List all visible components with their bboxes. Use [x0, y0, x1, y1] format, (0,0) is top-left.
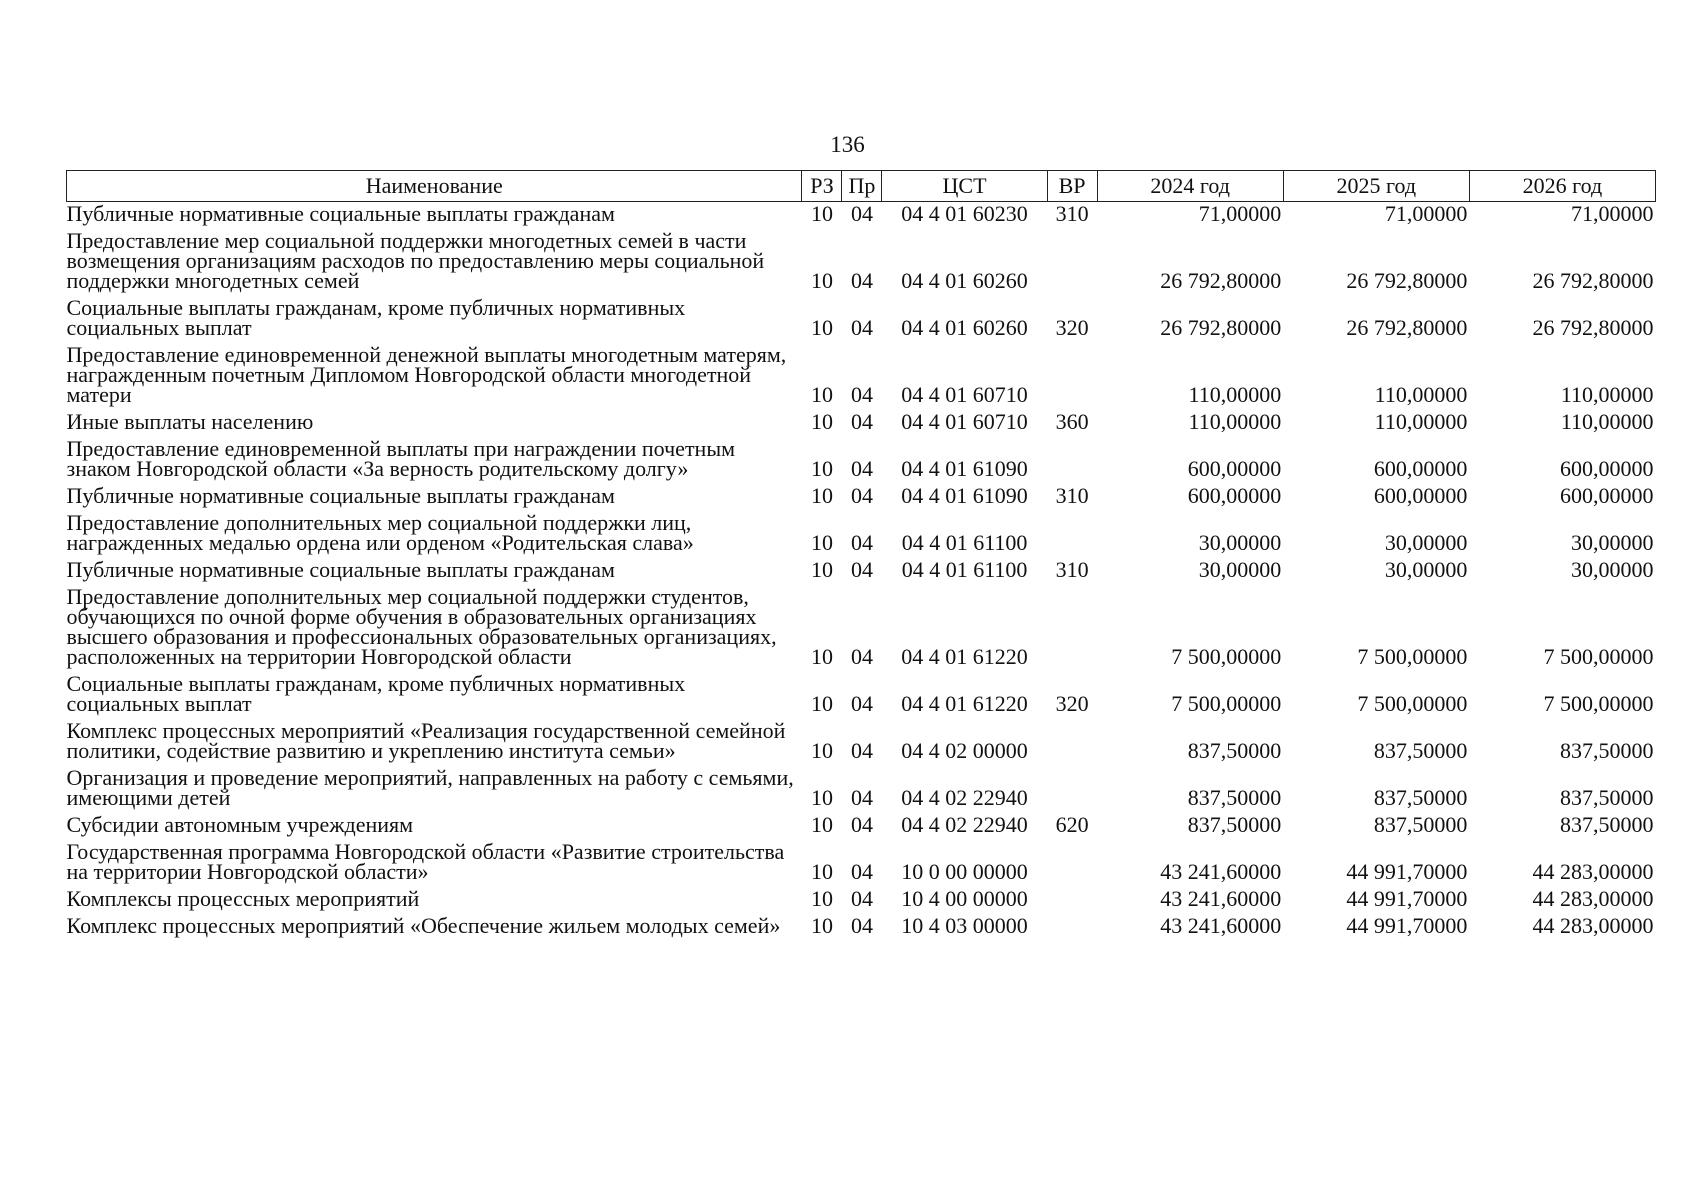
- table-row: [67, 672, 1656, 719]
- row-name: Публичные нормативные социальные выплаты гражданам: [66, 483, 615, 508]
- header-pr: Пр: [842, 171, 882, 202]
- row-value-2024: 837,50000: [1187, 785, 1282, 810]
- row-rz: 10: [810, 785, 833, 810]
- row-value-2024: 7 500,00000: [1171, 691, 1282, 716]
- row-value-2024: 600,00000: [1187, 456, 1282, 481]
- row-value-2024: 43 241,60000: [1160, 913, 1282, 938]
- row-name: Предоставление единовременной денежной выплаты многодетным матерям, награжденным почетным Дипломом Новгородской области многодетной матери: [66, 342, 787, 407]
- row-value-2024: 43 241,60000: [1160, 886, 1282, 911]
- row-cst: 04 4 01 60710: [901, 382, 1028, 407]
- row-rz: 10: [810, 738, 833, 763]
- row-value-2025: 26 792,80000: [1346, 268, 1468, 293]
- row-value-2025: 600,00000: [1373, 483, 1468, 508]
- row-value-2026: 600,00000: [1560, 456, 1654, 481]
- row-rz: 10: [810, 859, 833, 884]
- row-vr: [1047, 437, 1097, 484]
- row-rz: 10: [810, 812, 833, 837]
- row-vr: [1047, 229, 1097, 296]
- row-value-2026: 7 500,00000: [1543, 644, 1654, 669]
- row-cst: 04 4 01 60230: [901, 201, 1028, 226]
- row-value-2025: 837,50000: [1373, 785, 1468, 810]
- row-value-2025: 30,00000: [1384, 530, 1468, 555]
- row-rz: 10: [810, 315, 833, 340]
- row-pr: 04: [850, 409, 873, 434]
- row-rz: 10: [810, 530, 833, 555]
- row-rz: 10: [810, 644, 833, 669]
- row-cst: 04 4 01 61220: [901, 644, 1028, 669]
- row-cst: 04 4 02 22940: [901, 785, 1028, 810]
- row-name: Социальные выплаты гражданам, кроме публичных нормативных социальных выплат: [66, 671, 686, 716]
- table-row: [67, 484, 1656, 511]
- row-value-2024: 110,00000: [1188, 409, 1282, 434]
- table-row: [67, 766, 1656, 813]
- table-row: [67, 410, 1656, 437]
- table-row: [67, 558, 1656, 585]
- row-vr: 310: [1055, 201, 1089, 226]
- row-pr: 04: [850, 644, 873, 669]
- row-cst: 04 4 02 22940: [901, 812, 1028, 837]
- row-name: Субсидии автономным учреждениям: [66, 812, 414, 837]
- row-vr: [1047, 719, 1097, 766]
- row-value-2024: 600,00000: [1187, 483, 1282, 508]
- row-pr: 04: [850, 738, 873, 763]
- row-pr: 04: [850, 268, 873, 293]
- row-pr: 04: [850, 456, 873, 481]
- row-value-2025: 7 500,00000: [1357, 691, 1468, 716]
- row-value-2026: 837,50000: [1560, 812, 1654, 837]
- row-value-2024: 26 792,80000: [1160, 315, 1282, 340]
- row-value-2026: 837,50000: [1560, 785, 1654, 810]
- table-row: [67, 719, 1656, 766]
- row-name: Государственная программа Новгородской области «Развитие строительства на территории Новгородской области»: [66, 839, 785, 884]
- row-cst: 04 4 01 61220: [901, 691, 1028, 716]
- row-value-2025: 110,00000: [1374, 382, 1468, 407]
- row-cst: 04 4 01 60260: [901, 315, 1028, 340]
- row-cst: 04 4 01 60260: [901, 268, 1028, 293]
- row-value-2025: 837,50000: [1373, 738, 1468, 763]
- row-rz: 10: [810, 456, 833, 481]
- row-vr: 320: [1055, 315, 1089, 340]
- row-rz: 10: [810, 691, 833, 716]
- row-vr: 310: [1055, 483, 1089, 508]
- row-value-2024: 26 792,80000: [1160, 268, 1282, 293]
- table-header-row: [67, 171, 1656, 202]
- row-value-2026: 26 792,80000: [1532, 315, 1654, 340]
- row-pr: 04: [850, 315, 873, 340]
- row-vr: 620: [1055, 812, 1089, 837]
- row-cst: 10 0 00 00000: [901, 859, 1028, 884]
- row-value-2026: 30,00000: [1571, 530, 1654, 555]
- row-value-2026: 26 792,80000: [1532, 268, 1654, 293]
- row-name: Предоставление мер социальной поддержки многодетных семей в части возмещения организациям расходов по предоставлению меры социальной поддержки многодетных семей: [66, 228, 765, 293]
- header-rz: РЗ: [802, 171, 842, 202]
- row-value-2025: 44 991,70000: [1346, 859, 1468, 884]
- table-row: [67, 343, 1656, 410]
- table-row: [67, 296, 1656, 343]
- row-value-2024: 71,00000: [1198, 201, 1282, 226]
- header-2025: 2025 год: [1283, 171, 1469, 202]
- row-rz: 10: [810, 409, 833, 434]
- row-vr: [1047, 887, 1097, 914]
- row-pr: 04: [850, 913, 873, 938]
- table-body: [67, 202, 1656, 942]
- row-value-2024: 110,00000: [1188, 382, 1282, 407]
- row-rz: 10: [810, 483, 833, 508]
- row-value-2026: 44 283,00000: [1532, 859, 1654, 884]
- row-value-2024: 30,00000: [1198, 530, 1282, 555]
- row-vr: [1047, 766, 1097, 813]
- row-value-2026: 44 283,00000: [1532, 913, 1654, 938]
- row-rz: 10: [810, 886, 833, 911]
- row-value-2025: 837,50000: [1373, 812, 1468, 837]
- row-vr: [1047, 585, 1097, 672]
- header-2026: 2026 год: [1469, 171, 1655, 202]
- row-pr: 04: [850, 859, 873, 884]
- row-name: Комплексы процессных мероприятий: [66, 886, 420, 911]
- table-row: [67, 887, 1656, 914]
- table-row: [67, 511, 1656, 558]
- row-vr: [1047, 343, 1097, 410]
- row-name: Публичные нормативные социальные выплаты гражданам: [66, 201, 615, 226]
- row-name: Иные выплаты населению: [66, 409, 314, 434]
- table-row: [67, 202, 1656, 230]
- row-value-2024: 7 500,00000: [1171, 644, 1282, 669]
- row-vr: [1047, 840, 1097, 887]
- table-row: [67, 437, 1656, 484]
- row-value-2026: 110,00000: [1560, 409, 1654, 434]
- header-cst: ЦСТ: [882, 171, 1047, 202]
- row-vr: [1047, 511, 1097, 558]
- row-name: Социальные выплаты гражданам, кроме публичных нормативных социальных выплат: [66, 295, 686, 340]
- table-row: [67, 229, 1656, 296]
- row-value-2026: 30,00000: [1571, 557, 1654, 582]
- row-value-2025: 44 991,70000: [1346, 886, 1468, 911]
- row-cst: 04 4 01 61090: [901, 456, 1028, 481]
- row-value-2024: 837,50000: [1187, 812, 1282, 837]
- row-name: Комплекс процессных мероприятий «Реализация государственной семейной политики, содействие развитию и укреплению института семьи»: [66, 718, 786, 763]
- row-vr: 310: [1055, 557, 1089, 582]
- row-value-2026: 7 500,00000: [1543, 691, 1654, 716]
- row-value-2026: 837,50000: [1560, 738, 1654, 763]
- row-value-2024: 30,00000: [1198, 557, 1282, 582]
- row-value-2026: 600,00000: [1560, 483, 1654, 508]
- row-rz: 10: [810, 557, 833, 582]
- row-value-2024: 43 241,60000: [1160, 859, 1282, 884]
- row-name: Предоставление дополнительных мер социальной поддержки лиц, награжденных медалью ордена или орденом «Родительская слава»: [66, 510, 694, 555]
- row-value-2025: 71,00000: [1384, 201, 1468, 226]
- row-name: Организация и проведение мероприятий, направленных на работу с семьями, имеющими детей: [66, 765, 794, 810]
- row-value-2025: 26 792,80000: [1346, 315, 1468, 340]
- header-name: Наименование: [67, 171, 802, 202]
- row-name: Предоставление дополнительных мер социальной поддержки студентов, обучающихся по очной форме обучения в образовательных организациях высшего образования и профессиональных образовательных организациях, расположенных на территории Новгородской области: [66, 584, 777, 669]
- header-vr: ВР: [1047, 171, 1097, 202]
- row-value-2026: 71,00000: [1571, 201, 1654, 226]
- row-name: Предоставление единовременной выплаты при награждении почетным знаком Новгородской области «За верность родительскому долгу»: [66, 436, 736, 481]
- page-number: 136: [830, 132, 865, 157]
- table-row: [67, 585, 1656, 672]
- row-value-2026: 44 283,00000: [1532, 886, 1654, 911]
- row-value-2025: 7 500,00000: [1357, 644, 1468, 669]
- row-pr: 04: [850, 691, 873, 716]
- row-rz: 10: [810, 268, 833, 293]
- row-rz: 10: [810, 201, 833, 226]
- row-vr: 360: [1055, 409, 1089, 434]
- row-name: Публичные нормативные социальные выплаты гражданам: [66, 557, 615, 582]
- row-pr: 04: [850, 530, 873, 555]
- row-vr: 320: [1055, 691, 1089, 716]
- row-cst: 04 4 01 60710: [901, 409, 1028, 434]
- row-cst: 04 4 02 00000: [901, 738, 1028, 763]
- row-pr: 04: [850, 382, 873, 407]
- row-pr: 04: [850, 557, 873, 582]
- table-row: [67, 914, 1656, 941]
- budget-table: [66, 170, 1656, 941]
- row-pr: 04: [850, 886, 873, 911]
- row-value-2025: 110,00000: [1374, 409, 1468, 434]
- row-pr: 04: [850, 812, 873, 837]
- row-cst: 04 4 01 61100: [901, 557, 1028, 582]
- row-name: Комплекс процессных мероприятий «Обеспечение жильем молодых семей»: [66, 913, 781, 938]
- table-row: [67, 813, 1656, 840]
- row-pr: 04: [850, 201, 873, 226]
- row-value-2024: 837,50000: [1187, 738, 1282, 763]
- row-pr: 04: [850, 483, 873, 508]
- row-cst: 10 4 00 00000: [901, 886, 1028, 911]
- row-value-2025: 30,00000: [1384, 557, 1468, 582]
- row-value-2026: 110,00000: [1560, 382, 1654, 407]
- row-cst: 10 4 03 00000: [901, 913, 1028, 938]
- row-vr: [1047, 914, 1097, 941]
- row-pr: 04: [850, 785, 873, 810]
- table-row: [67, 840, 1656, 887]
- row-cst: 04 4 01 61090: [901, 483, 1028, 508]
- row-rz: 10: [810, 913, 833, 938]
- header-2024: 2024 год: [1097, 171, 1283, 202]
- row-value-2025: 600,00000: [1373, 456, 1468, 481]
- row-value-2025: 44 991,70000: [1346, 913, 1468, 938]
- row-rz: 10: [810, 382, 833, 407]
- row-cst: 04 4 01 61100: [901, 530, 1028, 555]
